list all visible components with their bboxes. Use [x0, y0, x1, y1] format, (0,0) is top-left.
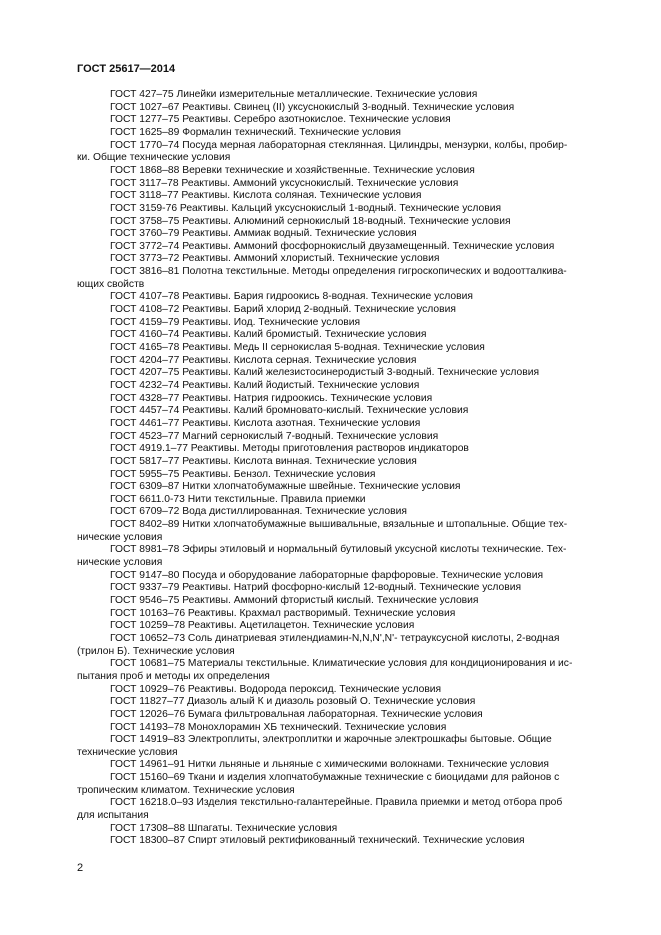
reference-entry: ГОСТ 14919–83 Электроплиты, электроплитки и жарочные электрошкафы бытовые. Общие	[110, 734, 552, 746]
reference-entry: ГОСТ 3772–74 Реактивы. Аммоний фосфорнокислый двузамещенный. Технические условия	[110, 240, 555, 252]
reference-entry: ГОСТ 14961–91 Нитки льняные и льняные с химическими волокнами. Технические условия	[110, 759, 549, 771]
reference-entry-continuation: нические условия	[77, 531, 163, 543]
reference-entry: ГОСТ 11827–77 Диазоль алый К и диазоль розовый О. Технические условия	[110, 696, 476, 708]
reference-entry-continuation: пытания проб и методы их определения	[77, 670, 270, 682]
reference-entry: ГОСТ 16218.0–93 Изделия текстильно-галантерейные. Правила приемки и метод отбора проб	[110, 797, 563, 809]
reference-entry: ГОСТ 427–75 Линейки измерительные металлические. Технические условия	[110, 89, 478, 100]
reference-entry: ГОСТ 1027–67 Реактивы. Свинец (II) уксуснокислый 3-водный. Технические условия	[110, 101, 515, 113]
reference-entry: ГОСТ 1868–88 Веревки технические и хозяйственные. Технические условия	[110, 164, 475, 176]
reference-entry: ГОСТ 6709–72 Вода дистиллированная. Технические условия	[110, 506, 407, 518]
reference-entry: ГОСТ 10259–78 Реактивы. Ацетилацетон. Технические условия	[110, 620, 415, 632]
reference-entry: ГОСТ 15160–69 Ткани и изделия хлопчатобумажные технические с биоцидами для районов с	[110, 772, 560, 784]
reference-entry: ГОСТ 10681–75 Материалы текстильные. Климатические условия для кондиционирования и ис-	[110, 658, 573, 670]
reference-entry-continuation: тропическим климатом. Технические условия	[77, 784, 295, 796]
reference-entry: ГОСТ 12026–76 Бумага фильтровальная лабораторная. Технические условия	[110, 708, 483, 720]
reference-entry: ГОСТ 9546–75 Реактивы. Аммоний фтористый кислый. Технические условия	[110, 595, 479, 606]
reference-entry: ГОСТ 6611.0-73 Нити текстильные. Правила приемки	[110, 493, 366, 505]
reference-entry: ГОСТ 4165–78 Реактивы. Медь II сернокислая 5-водная. Технические условия	[110, 342, 485, 353]
reference-entry-continuation: (трилон Б). Технические условия	[77, 645, 235, 657]
reference-entry-continuation: нические условия	[77, 557, 163, 569]
reference-entry: ГОСТ 4919.1–77 Реактивы. Методы приготовления растворов индикаторов	[110, 443, 469, 455]
reference-entry-continuation: ющих свойств	[77, 278, 145, 290]
reference-entry: ГОСТ 3117–78 Реактивы. Аммоний уксуснокислый. Технические условия	[110, 177, 459, 189]
reference-entry: ГОСТ 4107–78 Реактивы. Бария гидроокись 8-водная. Технические условия	[110, 291, 473, 303]
reference-entry: ГОСТ 3118–77 Реактивы. Кислота соляная. Технические условия	[110, 190, 422, 202]
reference-entry: ГОСТ 1625–89 Формалин технический. Технические условия	[110, 126, 401, 138]
reference-entry: ГОСТ 4204–77 Реактивы. Кислота серная. Технические условия	[110, 354, 417, 366]
reference-entry: ГОСТ 4457–74 Реактивы. Калий бромновато-кислый. Технические условия	[110, 405, 469, 417]
reference-entry-continuation: технические условия	[77, 746, 178, 758]
reference-entry: ГОСТ 4328–77 Реактивы. Натрия гидроокись. Технические условия	[110, 392, 433, 404]
reference-entry: ГОСТ 10652–73 Соль динатриевая этилендиамин-N,N,N',N'- тетрауксусной кислоты, 2-водная	[110, 632, 560, 644]
page-number: 2	[77, 862, 84, 874]
reference-entry: ГОСТ 1277–75 Реактивы. Серебро азотнокислое. Технические условия	[110, 114, 451, 126]
reference-entry: ГОСТ 5955–75 Реактивы. Бензол. Технические условия	[110, 468, 376, 480]
reference-entry: ГОСТ 6309–87 Нитки хлопчатобумажные швейные. Технические условия	[110, 481, 461, 493]
reference-entry: ГОСТ 8981–78 Эфиры этиловый и нормальный бутиловый уксусной кислоты технические. Тех-	[110, 544, 567, 556]
reference-entry: ГОСТ 14193–78 Монохлорамин ХБ технический. Технические условия	[110, 721, 447, 733]
reference-entry: ГОСТ 9147–80 Посуда и оборудование лабораторные фарфоровые. Технические условия	[110, 569, 544, 581]
reference-entry: ГОСТ 10163–76 Реактивы. Крахмал растворимый. Технические условия	[110, 607, 456, 619]
reference-entry: ГОСТ 3773–72 Реактивы. Аммоний хлористый. Технические условия	[110, 253, 440, 265]
reference-entry: ГОСТ 4461–77 Реактивы. Кислота азотная. Технические условия	[110, 417, 421, 429]
page-header: ГОСТ 25617—2014	[77, 63, 176, 75]
reference-entry: ГОСТ 3758–75 Реактивы. Алюминий сернокислый 18-водный. Технические условия	[110, 215, 511, 227]
reference-entry: ГОСТ 1770–74 Посуда мерная лабораторная стеклянная. Цилиндры, мензурки, колбы, пробир-	[110, 139, 568, 151]
reference-entry-continuation: для испытания	[77, 810, 149, 822]
reference-entry: ГОСТ 8402–89 Нитки хлопчатобумажные вышивальные, вязальные и штопальные. Общие тех-	[110, 519, 568, 531]
reference-entry: ГОСТ 4160–74 Реактивы. Калий бромистый. Технические условия	[110, 329, 427, 341]
reference-entry: ГОСТ 5817–77 Реактивы. Кислота винная. Технические условия	[110, 455, 417, 467]
reference-entry: ГОСТ 17308–88 Шпагаты. Технические условия	[110, 822, 338, 834]
reference-entry: ГОСТ 4232–74 Реактивы. Калий йодистый. Технические условия	[110, 379, 420, 391]
reference-entry: ГОСТ 9337–79 Реактивы. Натрий фосфорно-кислый 12-водный. Технические условия	[110, 582, 522, 594]
reference-entry: ГОСТ 4207–75 Реактивы. Калий железистосинеродистый 3-водный. Технические условия	[110, 367, 540, 379]
reference-entry: ГОСТ 4159–79 Реактивы. Иод. Технические условия	[110, 316, 361, 328]
reference-entry: ГОСТ 4108–72 Реактивы. Барий хлорид 2-водный. Технические условия	[110, 304, 456, 316]
reference-entry: ГОСТ 3816–81 Полотна текстильные. Методы определения гигроскопических и водоотталкива-	[110, 266, 567, 278]
reference-entry: ГОСТ 3159-76 Реактивы. Кальций уксуснокислый 1-водный. Технические условия	[110, 202, 502, 214]
reference-entry: ГОСТ 4523–77 Магний сернокислый 7-водный. Технические условия	[110, 430, 439, 442]
reference-entry: ГОСТ 10929–76 Реактивы. Водорода пероксид. Технические условия	[110, 683, 442, 695]
reference-entry: ГОСТ 3760–79 Реактивы. Аммиак водный. Технические условия	[110, 228, 417, 240]
reference-entry: ГОСТ 18300–87 Спирт этиловый ректификованный технический. Технические условия	[110, 835, 525, 847]
reference-entry-continuation: ки. Общие технические условия	[77, 152, 231, 164]
